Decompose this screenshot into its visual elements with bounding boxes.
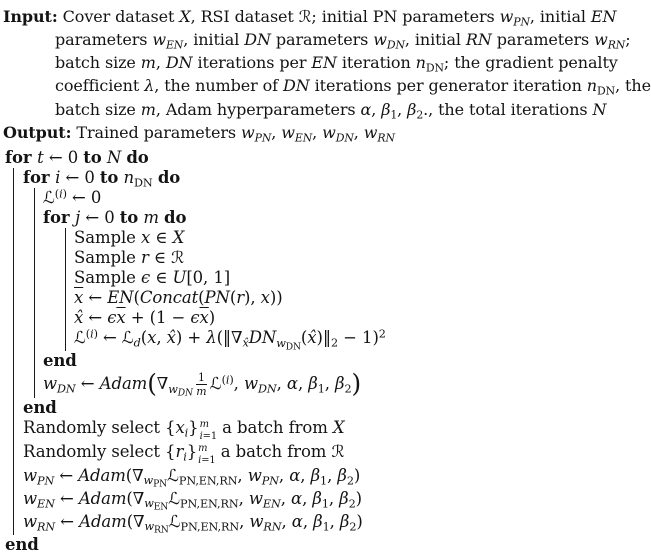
algo-line: $w_{RN}$ ← $Adam(\nabla_{w_{RN}}ℒ_{PN,EN,RN}$, $w_{RN}$, α, $\beta_1$, $\beta_2$) [3,512,600,535]
indent-rule [13,442,14,466]
indent-rule [65,268,66,288]
indent-rule [13,168,14,189]
algo-line: $w_{PN}$ ← $Adam(\nabla_{w_{PN}}ℒ_{PN,EN,RN}$, $w_{PN}$, α, $\beta_1$, $\beta_2$) [3,466,600,489]
indent-rule [65,288,66,308]
algo-line: Sample r ∈ ℛ [3,248,600,268]
algo-line: Sample x ∈ X [3,228,600,248]
algo-line: end [3,351,600,371]
algo-line: end [5,534,39,554]
algo-line: ℒ$^{(i)}$ ← ℒ$_d$(x, x̂) + $\lambda(‖\nabla_{x̂}DN_{w_{DN}}(x̂)‖_2 - 1)^2$ [3,328,600,351]
indent-rule [65,228,66,248]
algo-line: for i ← 0 to $n_{DN}$ do [3,168,600,189]
algo-line: Sample ϵ ∈ U[0, 1] [3,268,600,288]
indent-rule [34,268,35,288]
indent-rule [34,308,35,328]
indent-rule [34,328,35,351]
indent-rule [34,248,35,268]
indent-rule [13,268,14,288]
output-label: Output: [3,122,72,142]
indent-rule [13,371,14,398]
indent-rule [34,188,35,208]
input-line: batch size m, Adam hyperparameters α, $\beta_1$, $\beta_2$., the total iterations N [55,99,607,121]
indent-rule [13,489,14,512]
indent-rule [65,328,66,351]
indent-rule [13,466,14,489]
indent-rule [13,188,14,208]
input-block [3,5,651,144]
algo-line: $w_{DN}$ ← $Adam(\nabla_{w_{DN}}$ $\frac{1}{m}$ ℒ$^{(i)}$, $w_{DN}$, α, $\beta_1$, $\beta_2$) [3,371,600,398]
algorithm-body [3,148,600,555]
algo-line: ℒ$^{(i)}$ ← 0 [3,188,600,208]
indent-rule [34,351,35,371]
input-line [3,5,617,29]
input-line: parameters $w_{EN}$, initial DN parameters $w_{DN}$, initial RN parameters $w_{RN}$; [55,30,631,52]
indent-rule [65,308,66,328]
algo-line: Randomly select $\{x_i\}$ m i=1 a batch from X [3,418,600,442]
algo-line: $w_{EN}$ ← $Adam(\nabla_{w_{EN}}ℒ_{PN,EN,RN}$, $w_{EN}$, α, $\beta_1$, $\beta_2$) [3,489,600,512]
indent-rule [34,228,35,248]
input-line: batch size m, DN iterations per EN iteration $n_{DN}$; the gradient penalty [55,53,618,75]
indent-rule [13,328,14,351]
indent-rule [13,512,14,535]
output-line [3,121,600,144]
indent-rule [13,228,14,248]
input-label: Input: [3,7,58,26]
input-line: coefficient λ, the number of DN iterations per generator iteration $n_{DN}$, the [55,76,651,98]
indent-rule [65,248,66,268]
algo-line: for t ← 0 to N do [5,147,149,167]
input-text: Cover dataset X, RSI dataset ℛ; initial PN parameters $w_{PN}$, initial EN [62,7,617,29]
algo-line: $\overline{x}$ ← EN(Concat(PN(r), x)) [3,288,600,308]
indent-rule [34,371,35,398]
algo-line: Randomly select $\{r_i\}$ m i=1 a batch from ℛ [3,442,600,466]
indent-rule [13,308,14,328]
indent-rule [13,248,14,268]
algo-line: x̂ ← $\epsilon\overline{x} + (1 - \epsilon\overline{x})$ [3,308,600,328]
indent-rule [13,288,14,308]
indent-rule [34,208,35,228]
indent-rule [13,418,14,442]
algo-line: end [3,398,600,418]
output-text: Trained parameters $w_{PN}$, $w_{EN}$, $w_{DN}$, $w_{RN}$ [76,122,395,144]
indent-rule [13,208,14,228]
indent-rule [13,398,14,418]
algo-line: for j ← 0 to m do [3,208,600,228]
indent-rule [34,288,35,308]
indent-rule [13,351,14,371]
